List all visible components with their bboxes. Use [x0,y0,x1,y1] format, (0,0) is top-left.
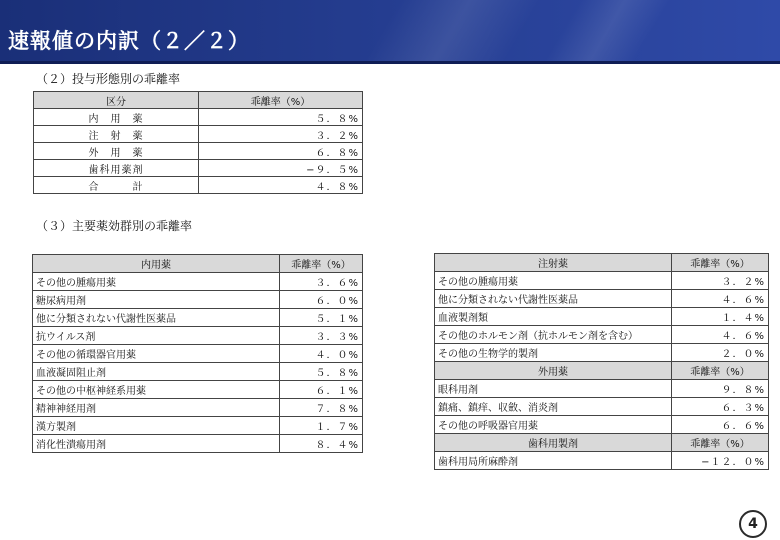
page-number-badge: 4 [739,510,767,538]
row-value: ６．８% [199,143,363,160]
row-label: その他のホルモン剤（抗ホルモン剤を含む） [435,326,672,344]
row-value: ６．６% [672,416,769,434]
row-value: ９．８% [672,380,769,398]
table-row [33,417,363,435]
row-value: ５．８% [280,363,363,381]
table-row [34,143,363,160]
table-row-total [34,177,363,194]
row-label: 精神神経用剤 [33,399,280,417]
row-value: ６．０% [280,291,363,309]
row-value: ３．６% [280,273,363,291]
row-label: 他に分類されない代謝性医薬品 [33,309,280,327]
column-header-rate: 乖離率（%） [672,362,769,380]
row-value: １．７% [280,417,363,435]
row-value: ３．２% [672,272,769,290]
row-label: その他の循環器官用薬 [33,345,280,363]
row-value: ３．３% [280,327,363,345]
row-value: ６．３% [672,398,769,416]
row-label: 歯科用薬剤 [34,160,199,177]
column-header-dental: 歯科用製剤 [435,434,672,452]
table-row [34,109,363,126]
column-header-rate: 乖離率（%） [280,255,363,273]
table-row [435,290,769,308]
row-label: その他の呼吸器官用薬 [435,416,672,434]
table-header-row [435,362,769,380]
oral-drug-table [32,254,363,453]
row-label: その他の中枢神経系用薬 [33,381,280,399]
column-header-external: 外用薬 [435,362,672,380]
table-row [435,344,769,362]
row-label: その他の腫瘍用薬 [435,272,672,290]
table-row [33,363,363,381]
table-row [435,326,769,344]
row-label: 外 用 薬 [34,143,199,160]
table-row [33,291,363,309]
table-header-row [33,255,363,273]
table-row [33,273,363,291]
banner-accent-line [0,61,780,64]
banner-decoration [528,0,682,64]
row-label: 注 射 薬 [34,126,199,143]
row-label: 血液凝固阻止剤 [33,363,280,381]
row-label: 抗ウイルス剤 [33,327,280,345]
table-row [33,435,363,453]
section-2-title: （２）投与形態別の乖離率 [36,72,181,86]
row-label: 血液製剤類 [435,308,672,326]
section-3-title: （３）主要薬効群別の乖離率 [36,219,193,233]
row-value: ４．０% [280,345,363,363]
row-value: ５．１% [280,309,363,327]
row-value: ８．４% [280,435,363,453]
table-row [435,452,769,470]
table-row [435,398,769,416]
row-value: １．４% [672,308,769,326]
table-header-row [435,434,769,452]
table-row [33,327,363,345]
row-label: 眼科用剤 [435,380,672,398]
column-header-category: 区分 [34,92,199,109]
table-row [435,308,769,326]
banner-decoration [348,0,552,64]
table-row [34,160,363,177]
title-banner [0,0,780,64]
row-label: 合 計 [34,177,199,194]
column-header-rate: 乖離率（%） [199,92,363,109]
column-header-rate: 乖離率（%） [672,434,769,452]
row-label: その他の腫瘍用薬 [33,273,280,291]
row-value: ６．１% [280,381,363,399]
table-row [33,345,363,363]
table-row [435,272,769,290]
row-label: 糖尿病用剤 [33,291,280,309]
row-label: 他に分類されない代謝性医薬品 [435,290,672,308]
dosage-form-table [33,91,363,194]
row-label: 内 用 薬 [34,109,199,126]
row-value: ２．０% [672,344,769,362]
table-row [435,380,769,398]
column-header-rate: 乖離率（%） [672,254,769,272]
row-value: ３．２% [199,126,363,143]
row-value: −９．５% [199,160,363,177]
table-header-row [435,254,769,272]
table-row [34,126,363,143]
column-header-injection: 注射薬 [435,254,672,272]
row-value: ４．６% [672,326,769,344]
table-header-row [34,92,363,109]
row-label: 鎮痛、鎮痒、収斂、消炎剤 [435,398,672,416]
row-value: ４．６% [672,290,769,308]
table-row [435,416,769,434]
row-label: 消化性潰瘍用剤 [33,435,280,453]
column-header-oral: 内用薬 [33,255,280,273]
row-label: 漢方製剤 [33,417,280,435]
row-value: −１２．０% [672,452,769,470]
row-label: 歯科用局所麻酔剤 [435,452,672,470]
table-row [33,309,363,327]
row-value: ７．８% [280,399,363,417]
page-title: 速報値の内訳（２／２） [8,29,250,53]
table-row [33,381,363,399]
table-row [33,399,363,417]
row-value: ４．８% [199,177,363,194]
row-label: その他の生物学的製剤 [435,344,672,362]
row-value: ５．８% [199,109,363,126]
injection-external-dental-table [434,253,769,470]
